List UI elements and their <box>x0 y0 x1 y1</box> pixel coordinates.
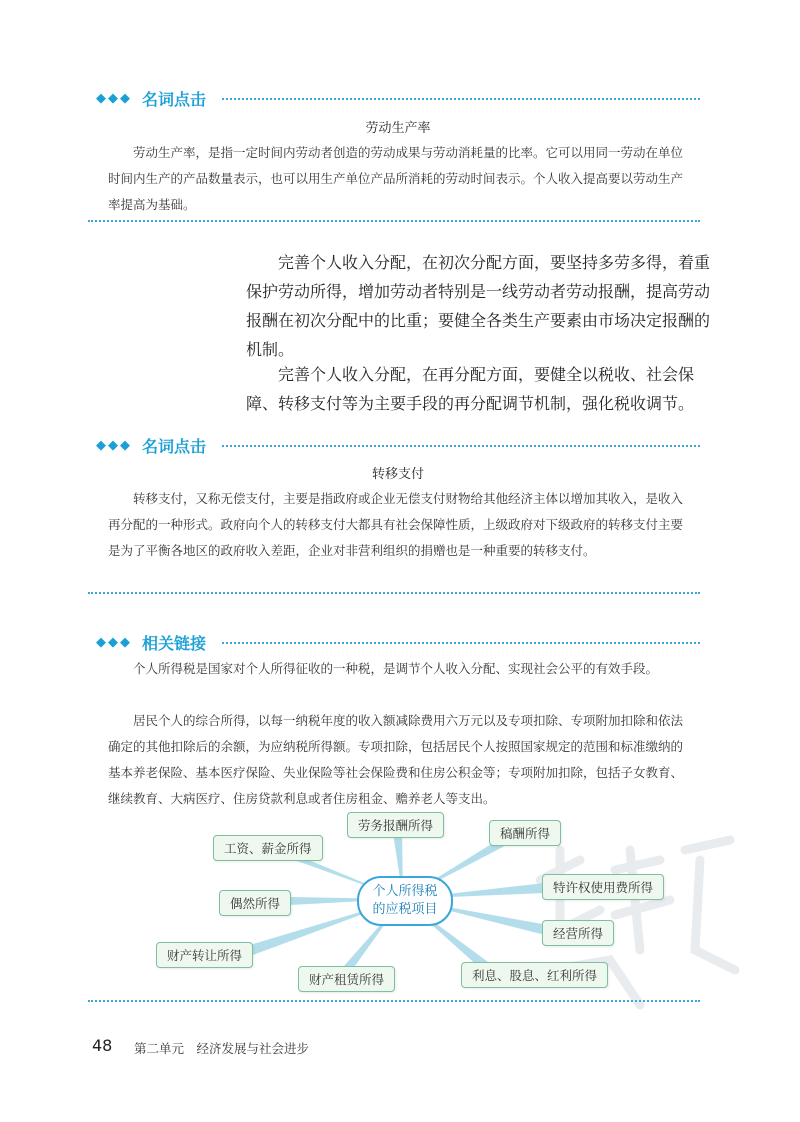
node-labor: 劳务报酬所得 <box>347 812 444 838</box>
term-title-labor-productivity: 劳动生产率 <box>365 121 431 136</box>
node-wages: 工资、薪金所得 <box>213 835 323 861</box>
section-2-heading: 名词点击 <box>142 436 207 456</box>
node-manuscript: 稿酬所得 <box>489 820 561 846</box>
node-interest: 利息、股息、红利所得 <box>461 962 608 988</box>
main-paragraph-redistribution: 完善个人收入分配，在再分配方面，要健全以税收、社会保障、转移支付等为主要手段的再分配调节机制，强化税收调节。 <box>246 365 695 413</box>
main-paragraph-primary-distribution: 完善个人收入分配，在初次分配方面，要坚持多劳多得，着重保护劳动所得，增加劳动者特别是一线劳动者劳动报酬，提高劳动报酬在初次分配中的比重；要健全各类生产要素由市场决定报酬的机制。 <box>246 253 711 359</box>
center-label-line2: 的应税项目 <box>372 902 438 917</box>
term-title-transfer-payment: 转移支付 <box>371 467 424 482</box>
node-business: 经营所得 <box>542 920 614 946</box>
node-property-transfer: 财产转让所得 <box>156 942 253 968</box>
dotted-rule <box>88 1000 700 1002</box>
section-1-heading: 名词点击 <box>142 89 207 109</box>
related-link-paragraph-1: 个人所得税是国家对个人所得征收的一种税，是调节个人收入分配、实现社会公平的有效手段。 <box>133 661 659 676</box>
mindmap-center-node <box>357 876 453 926</box>
node-property-lease: 财产租赁所得 <box>298 966 395 992</box>
term-definition-labor-productivity: 劳动生产率，是指一定时间内劳动者创造的劳动成果与劳动消耗量的比率。它可以用同一劳动在单位时间内生产的产品数量表示，也可以用生产单位产品所消耗的劳动时间表示。个人收入提高要以劳动生产率提高为基础。 <box>108 145 684 212</box>
node-incidental: 偶然所得 <box>219 890 291 916</box>
diamond-bullets-icon: ◆◆◆ <box>96 634 132 650</box>
related-link-paragraph-2: 居民个人的综合所得，以每一纳税年度的收入额减除费用六万元以及专项扣除、专项附加扣除和依法确定的其他扣除后的余额，为应纳税所得额。专项扣除，包括居民个人按照国家规定的范围和标准缴纳的基本养老保险、基本医疗保险、失业保险等社会保险费和住房公积金等；专项附加扣除，包括子女教育、继续教育、大病医疗、住房贷款利息或者住房租金、赡养老人等支出。 <box>108 713 684 806</box>
section-3-heading: 相关链接 <box>142 633 207 653</box>
diamond-bullets-icon: ◆◆◆ <box>96 90 132 106</box>
center-label-line1: 个人所得税 <box>372 884 438 899</box>
diamond-bullets-icon: ◆◆◆ <box>96 437 132 453</box>
term-definition-transfer-payment: 转移支付，又称无偿支付，主要是指政府或企业无偿支付财物给其他经济主体以增加其收入，是收入再分配的一种形式。政府向个人的转移支付大都具有社会保障性质，上级政府对下级政府的转移支付主要是为了平衡各地区的政府收入差距，企业对非营利组织的捐赠也是一种重要的转移支付。 <box>108 491 684 558</box>
page-number: 48 <box>92 1036 113 1055</box>
node-royalty: 特许权使用费所得 <box>542 874 664 900</box>
unit-title: 第二单元 经济发展与社会进步 <box>134 1041 310 1056</box>
